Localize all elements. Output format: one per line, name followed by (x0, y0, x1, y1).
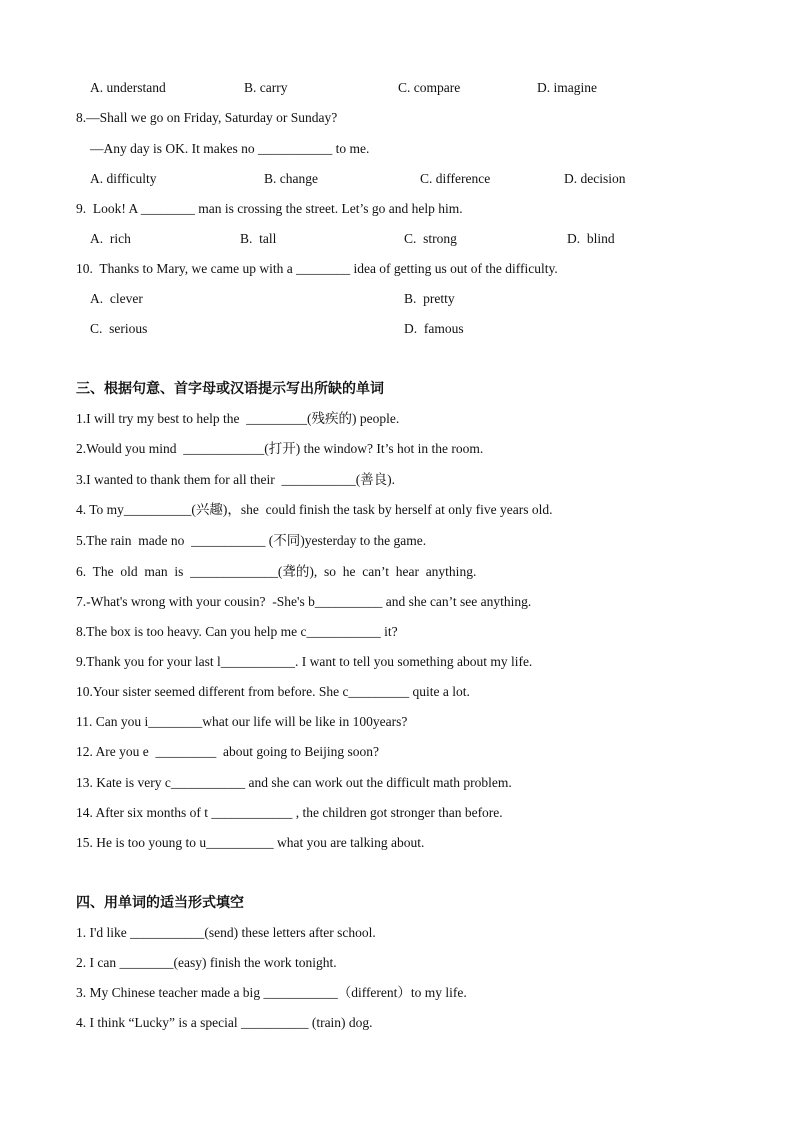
q7-option-c: C. compare (398, 80, 461, 95)
q10-option-d: D. famous (404, 321, 464, 336)
section-4-heading: 四、用单词的适当形式填空 (76, 895, 244, 911)
q9-option-d: D. blind (567, 231, 615, 246)
section-3-item: 14. After six months of t ____________ , the children got stronger than before. (76, 805, 503, 820)
q9-stem: 9. Look! A ________ man is crossing the street. Let’s go and help him. (76, 201, 463, 216)
q8-option-a: A. difficulty (90, 171, 157, 186)
section-3-item: 12. Are you e _________ about going to Beijing soon? (76, 744, 379, 759)
section-3-item: 9.Thank you for your last l___________. I want to tell you something about my life. (76, 654, 533, 669)
section-3-heading: 三、根据句意、首字母或汉语提示写出所缺的单词 (76, 381, 384, 397)
section-3-item: 3.I wanted to thank them for all their ___________(善良). (76, 472, 396, 487)
q8-option-c: C. difference (420, 171, 491, 186)
q8-option-d: D. decision (564, 171, 626, 186)
section-4-item: 1. I'd like ___________(send) these letters after school. (76, 925, 376, 940)
q9-option-c: C. strong (404, 231, 457, 246)
q7-option-d: D. imagine (537, 80, 597, 95)
section-3-item: 7.-What's wrong with your cousin? -She's b__________ and she can’t see anything. (76, 594, 532, 609)
section-4-item: 3. My Chinese teacher made a big ___________（different）to my life. (76, 985, 467, 1000)
section-3-item: 2.Would you mind ____________(打开) the window? It’s hot in the room. (76, 441, 484, 456)
section-3-item: 1.I will try my best to help the _________(残疾的) people. (76, 411, 400, 426)
section-3-item: 10.Your sister seemed different from before. She c_________ quite a lot. (76, 684, 470, 699)
q10-option-b: B. pretty (404, 291, 455, 306)
q10-option-a: A. clever (90, 291, 143, 306)
section-3-item: 5.The rain made no ___________ (不同)yesterday to the game. (76, 533, 427, 548)
q8-line-2: —Any day is OK. It makes no ___________ to me. (90, 141, 370, 156)
section-3-item: 8.The box is too heavy. Can you help me c___________ it? (76, 624, 398, 639)
q10-option-c: C. serious (90, 321, 148, 336)
q8-line-1: 8.—Shall we go on Friday, Saturday or Sunday? (76, 110, 338, 125)
section-3-item: 6. The old man is _____________(聋的), so he can’t hear anything. (76, 564, 477, 579)
q7-option-b: B. carry (244, 80, 288, 95)
section-4-item: 2. I can ________(easy) finish the work tonight. (76, 955, 337, 970)
section-3-item: 4. To my__________(兴趣)，she could finish the task by herself at only five years old. (76, 502, 553, 517)
q10-stem: 10. Thanks to Mary, we came up with a ________ idea of getting us out of the difficulty. (76, 261, 558, 276)
section-3-item: 15. He is too young to u__________ what you are talking about. (76, 835, 425, 850)
section-4-item: 4. I think “Lucky” is a special __________ (train) dog. (76, 1015, 373, 1030)
section-3-item: 13. Kate is very c___________ and she can work out the difficult math problem. (76, 775, 512, 790)
section-3-item: 11. Can you i________what our life will be like in 100years? (76, 714, 408, 729)
q9-option-b: B. tall (240, 231, 277, 246)
q8-option-b: B. change (264, 171, 318, 186)
q9-option-a: A. rich (90, 231, 131, 246)
q7-option-a: A. understand (90, 80, 166, 95)
